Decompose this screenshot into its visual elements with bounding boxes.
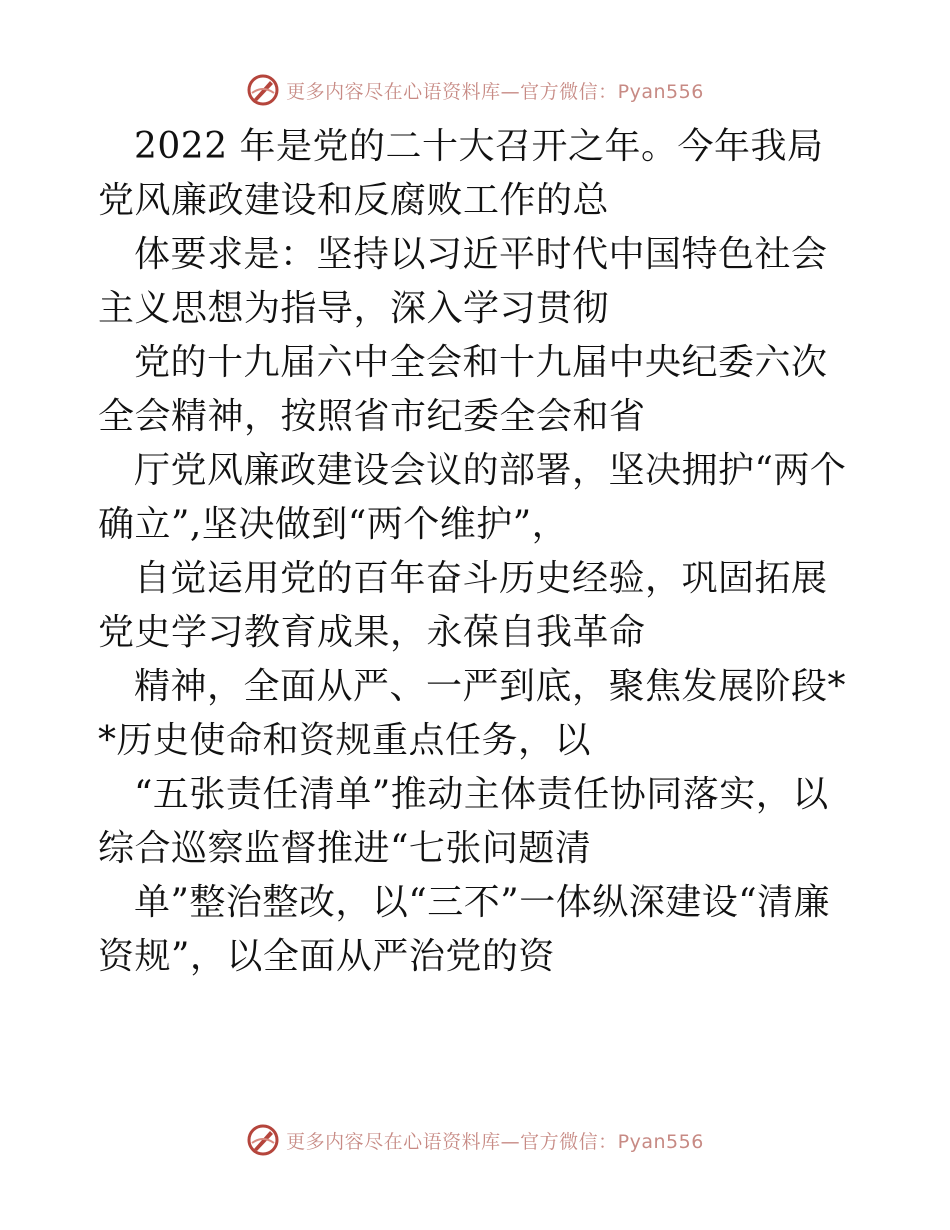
- header-banner: [0, 70, 950, 110]
- paragraph: 体要求是：坚持以习近平时代中国特色社会主义思想为指导，深入学习贯彻: [98, 234, 828, 329]
- paragraph: 自觉运用党的百年奋斗历史经验，巩固拓展党史学习教育成果，永葆自我革命: [98, 558, 828, 653]
- document-body: [98, 120, 858, 984]
- banner-text: 更多内容尽在心语资料库—官方微信：Pyan556: [286, 1130, 704, 1153]
- paragraph: “五张责任清单”推动主体责任协同落实，以综合巡察监督推进“七张问题清: [98, 774, 829, 869]
- footer-banner: [0, 1120, 950, 1160]
- paragraph: 厅党风廉政建设会议的部署，坚决拥护“两个确立”,坚决做到“两个维护”，: [98, 450, 847, 545]
- banner-text: 更多内容尽在心语资料库—官方微信：Pyan556: [286, 80, 704, 103]
- paragraph: 党的十九届六中全会和十九届中央纪委六次全会精神，按照省市纪委全会和省: [98, 342, 828, 437]
- quill-ribbon-logo-icon: [246, 1123, 280, 1157]
- paragraph: 单”整治整改，以“三不”一体纵深建设“清廉资规”，以全面从严治党的资: [98, 882, 831, 977]
- paragraph: 2022 年是党的二十大召开之年。今年我局党风廉政建设和反腐败工作的总: [98, 126, 824, 221]
- paragraph: 精神，全面从严、一严到底，聚焦发展阶段**历史使命和资规重点任务，以: [98, 666, 847, 761]
- quill-ribbon-logo-icon: [246, 73, 280, 107]
